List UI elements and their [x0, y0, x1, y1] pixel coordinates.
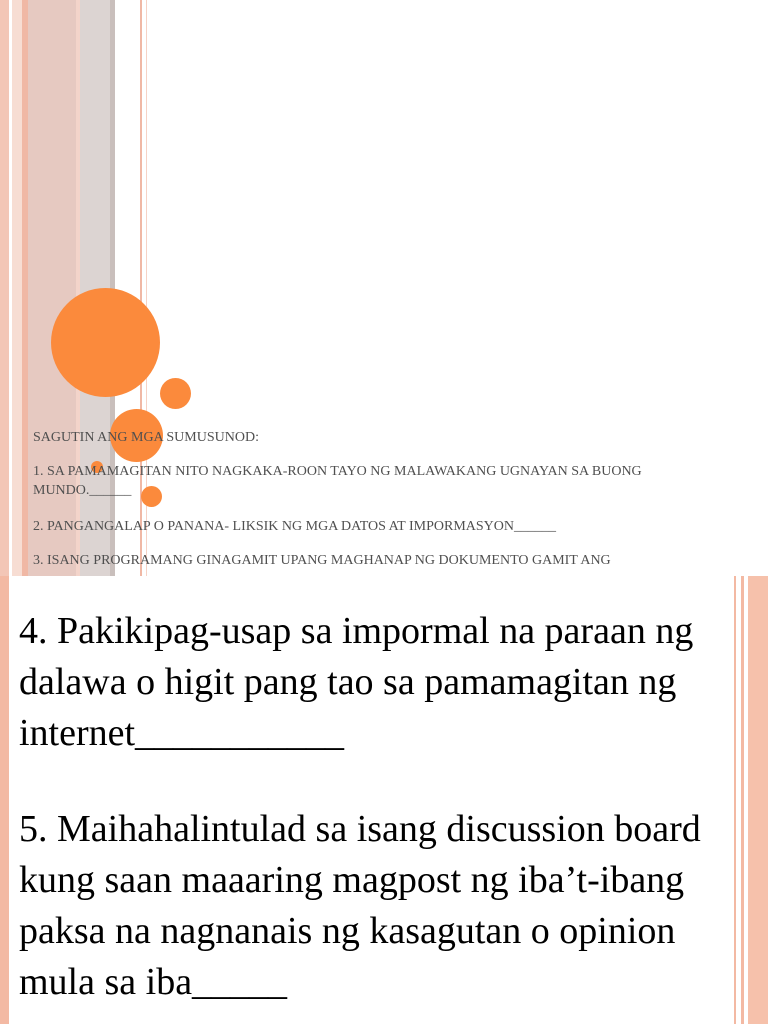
question-2: 2. PANGANGALAP O PANANA- LIKSIK NG MGA DATOS AT IMPORMASYON______ [33, 519, 556, 534]
decorative-circle-small [160, 378, 191, 409]
question-5: 5. Maihahalintulad sa isang discussion board kung saan maaaring magpost ng iba’t-ibang paksa na nagnanais ng kasagutan o opinion mula sa iba_____ [19, 808, 701, 1003]
decorative-stripe [12, 0, 22, 576]
decorative-stripe [748, 576, 768, 1024]
decorative-stripe [0, 576, 9, 1024]
decorative-stripe [741, 576, 744, 1024]
bottom-slide [0, 576, 768, 1024]
question-4: 4. Pakikipag-usap sa impormal na paraan ng dalawa o higit pang tao sa pamamagitan ng internet___________ [19, 610, 694, 754]
question-1: 1. SA PAMAMAGITAN NITO NAGKAKA-ROON TAYO NG MALAWAKANG UGNAYAN SA BUONG MUNDO.______ [33, 464, 642, 498]
slide-heading: SAGUTIN ANG MGA SUMUSUNOD: [33, 430, 259, 445]
bottom-slide-content [19, 606, 731, 1008]
decorative-stripe [734, 576, 736, 1024]
question-3: 3. ISANG PROGRAMANG GINAGAMIT UPANG MAGHANAP NG DOKUMENTO GAMIT ANG [33, 553, 611, 568]
decorative-circle-large [51, 288, 160, 397]
decorative-stripe [0, 0, 9, 576]
top-slide-content [33, 428, 723, 570]
